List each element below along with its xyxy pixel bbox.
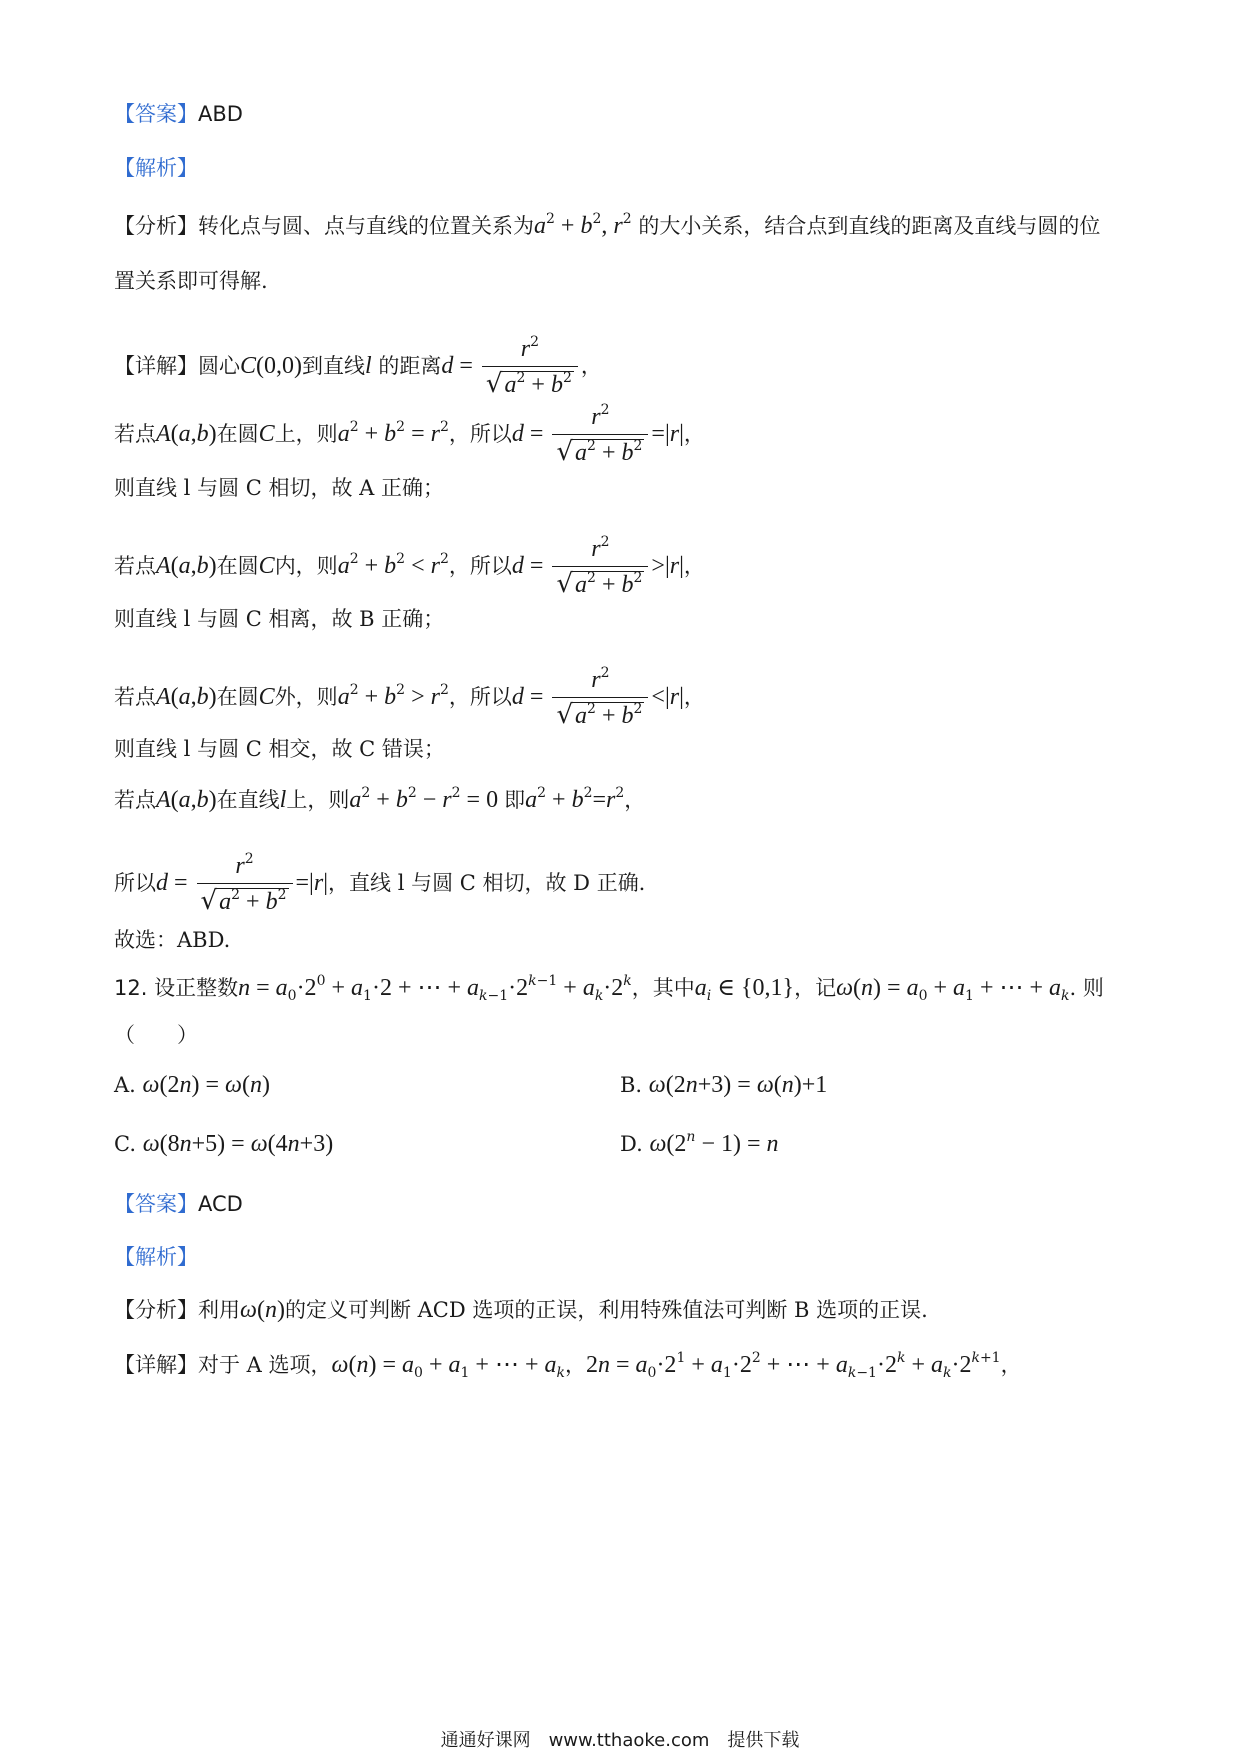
text: 若点 xyxy=(114,554,156,578)
option-label: A. xyxy=(114,1073,136,1097)
q12-analysis-heading xyxy=(114,1245,198,1270)
answer-label: 【答案】 xyxy=(114,102,198,126)
text: 在圆 xyxy=(216,422,259,446)
q11-case1: 若点A(a,b)在圆C上，则$a^2 + b^2 = r^2$，所以d = $\frac{r^2}{√a^2 + b^2}$ =|r|， xyxy=(114,402,705,467)
answer-label: 【答案】 xyxy=(114,1192,198,1216)
q11-case2-conclusion xyxy=(114,607,444,632)
text: 到直线 xyxy=(302,354,365,378)
text: 利用 xyxy=(198,1298,240,1322)
q11-case3-conclusion xyxy=(114,737,445,762)
distance-fraction: $\frac{r^2}{√a^2 + b^2}$ xyxy=(482,335,578,400)
fenxi-text: 置关系即可得解. xyxy=(114,269,268,293)
q11-choice xyxy=(114,928,230,953)
q11-answer-line xyxy=(114,102,243,127)
fenxi-label: 【分析】 xyxy=(114,214,198,238)
q11-xiangjie-line: 【详解】圆心C(0,0)到直线l 的距离d = $\frac{r^2}{√a^2 + b^2}$ ， xyxy=(114,334,602,399)
q11-case4: 若点A(a,b)在直线l上，则$a^2 + b^2 - r^2 = 0$ 即$a^2 + b^2=r^2$， xyxy=(114,785,646,813)
option-b: B. ω(2n+3) = ω(n)+1 xyxy=(620,1072,828,1098)
q11-fenxi-line-2 xyxy=(114,269,268,294)
text: 在圆 xyxy=(216,554,259,578)
q11-case2: 若点A(a,b)在圆C内，则$a^2 + b^2 < r^2$，所以d = $\frac{r^2}{√a^2 + b^2}$ >|r|， xyxy=(114,534,705,599)
fenxi-label: 【分析】 xyxy=(114,1298,198,1322)
q11-fenxi-line-1: 【分析】转化点与圆、点与直线的位置关系为$a^2 + b^2$, $r^2$ 的大小关系，结合点到直线的距离及直线与圆的位 xyxy=(114,211,1101,239)
q12-fenxi: 【分析】利用ω(n)的定义可判断 ACD 选项的正误，利用特殊值法可判断 B 选项的正误. xyxy=(114,1297,928,1323)
text: 若点 xyxy=(114,788,156,812)
text: . 则 xyxy=(1069,976,1104,1000)
text: 故选：ABD. xyxy=(114,928,231,952)
option-label: D. xyxy=(620,1132,643,1156)
text: 则直线 l 与圆 C 相交，故 C 错误； xyxy=(114,737,445,761)
text: ，所以 xyxy=(448,554,512,578)
q12-xiangjie: 【详解】对于 A 选项，$\omega(n) = a_0 + a_1$ + ⋯ + $a_k$，$2n = a_0\cdot 2^1 + a_1\cdot 2^2$ + ⋯ + $a_{k-1}\cdot 2^k + a_k\cdot 2^{k+1}$， xyxy=(114,1350,1022,1381)
page-footer: 通通好课网 www.tthaoke.com 提供下载 xyxy=(440,1730,800,1751)
q11-final: 所以d = $\frac{r^2}{√a^2 + b^2}$ =|r|，直线 l 与圆 C 相切，故 D 正确. xyxy=(114,851,646,916)
text: 则直线 l 与圆 C 相切，故 A 正确； xyxy=(114,476,445,500)
q11-analysis-heading xyxy=(114,156,198,181)
q11-case1-conclusion xyxy=(114,476,444,501)
option-a: A. ω(2n) = ω(n) xyxy=(114,1072,270,1098)
text: 若点 xyxy=(114,422,156,446)
option-label: B. xyxy=(620,1073,643,1097)
text: 对于 A 选项， xyxy=(198,1353,332,1377)
option-label: C. xyxy=(114,1132,136,1156)
text: ，记 xyxy=(794,976,837,1000)
analysis-label: 【解析】 xyxy=(114,1245,198,1269)
question-number: 12. xyxy=(114,976,148,1000)
q12-answer-line xyxy=(114,1192,243,1217)
answer-value: ABD xyxy=(198,102,243,126)
text: ，直线 l 与圆 C 相切，故 D 正确. xyxy=(328,871,646,895)
analysis-label: 【解析】 xyxy=(114,156,198,180)
text: ，所以 xyxy=(448,422,512,446)
option-c: C. ω(8n+5) = ω(4n+3) xyxy=(114,1131,334,1157)
text: 在圆 xyxy=(216,685,259,709)
fenxi-text: 的大小关系，结合点到直线的距离及直线与圆的位 xyxy=(638,214,1101,238)
option-d: D. $\omega(2^n - 1) = n$ xyxy=(620,1129,779,1157)
fenxi-text: 转化点与圆、点与直线的位置关系为 xyxy=(198,214,534,238)
text: 在直线 xyxy=(216,788,280,812)
text: ，所以 xyxy=(448,685,512,709)
text: 外，则 xyxy=(274,685,338,709)
text: 上，则 xyxy=(274,422,338,446)
text: 即 xyxy=(504,788,526,812)
xiangjie-label: 【详解】 xyxy=(114,1353,198,1377)
q12-stem: 12. 设正整数$n = a_0\cdot 2^0 + a_1\cdot 2$ + ⋯ + $a_{k-1}\cdot 2^{k-1} + a_k\cdot 2^k$，其中$a_i$ ∈ {0,1}，记$\omega(n) = a_0 + a_1$ + ⋯ + $a_k$. 则 xyxy=(114,973,1104,1004)
text: （ ） xyxy=(114,1023,198,1047)
text: 上，则 xyxy=(286,788,350,812)
answer-value: ACD xyxy=(198,1192,243,1216)
text: 若点 xyxy=(114,685,156,709)
text: 则直线 l 与圆 C 相离，故 B 正确； xyxy=(114,607,445,631)
q11-case3: 若点A(a,b)在圆C外，则$a^2 + b^2 > r^2$，所以d = $\frac{r^2}{√a^2 + b^2}$ <|r|， xyxy=(114,665,705,730)
text: 圆心 xyxy=(198,354,240,378)
text: 设正整数 xyxy=(154,976,239,1000)
text: 内，则 xyxy=(274,554,338,578)
text: 所以 xyxy=(114,871,156,895)
text: ，其中 xyxy=(631,976,695,1000)
text: 的定义可判断 ACD 选项的正误，利用特殊值法可判断 B 选项的正误. xyxy=(284,1298,928,1322)
xiangjie-label: 【详解】 xyxy=(114,354,198,378)
q12-paren xyxy=(114,1023,198,1048)
text: 的距离 xyxy=(378,354,442,378)
